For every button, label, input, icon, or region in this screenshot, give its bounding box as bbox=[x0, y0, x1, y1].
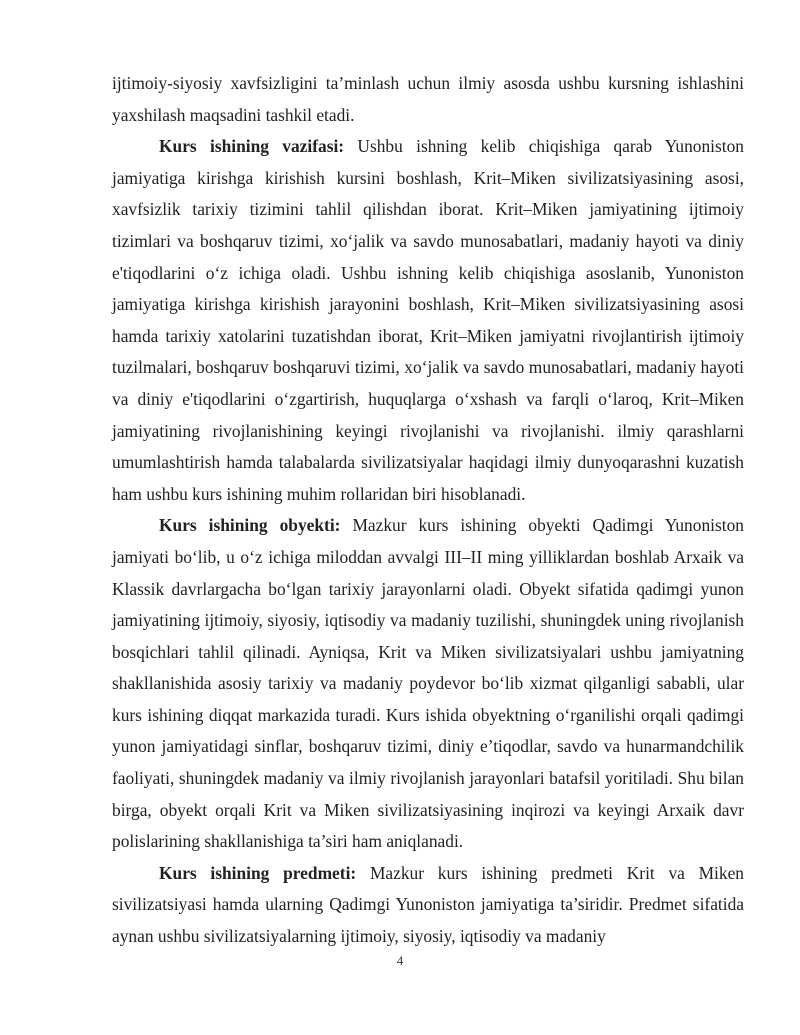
object-paragraph bbox=[112, 510, 744, 858]
tasks-text: Ushbu ishning kelib chiqishiga qarab Yunoniston jamiyatiga kirishga kirishish kursini boshlash, Krit–Miken sivilizatsiyasining asosi, xavfsizlik tarixiy tizimini tahlil qilishdan iborat. Krit–Miken jamiyatining ijtimoiy tizimlari va boshqaruv tizimi, xo‘jalik va savdo munosabatlari, madaniy hayoti va diniy e'tiqodlarini o‘z ichiga oladi. Ushbu ishning kelib chiqishiga asoslanib, Yunoniston jamiyatiga kirishga kirishish jarayonini boshlash, Krit–Miken sivilizatsiyasining asosi hamda tarixiy xatolarini tuzatishdan iborat, Krit–Miken jamiyatni rivojlantirish ijtimoiy tuzilmalari, boshqaruv boshqaruvi tizimi, xo‘jalik va savdo munosabatlari, madaniy hayoti va diniy e'tiqodlarini o‘zgartirish, huquqlarga o‘xshash va farqli o‘laroq, Krit–Miken jamiyatining rivojlanishining keyingi rivojlanishi va rivojlanishi. ilmiy qarashlarni umumlashtirish hamda talabalarda sivilizatsiyalar haqidagi ilmiy dunyoqarashni kuzatish ham ushbu kurs ishining muhim rollaridan biri hisoblanadi. bbox=[112, 136, 744, 504]
subject-paragraph bbox=[112, 858, 744, 953]
subject-text: Mazkur kurs ishining predmeti Krit va Miken sivilizatsiyasi hamda ularning Qadimgi Yunoniston jamiyatiga ta’siridir. Predmet sifatida aynan ushbu sivilizatsiyalarning ijtimoiy, siyosiy, iqtisodiy va madaniy bbox=[112, 862, 744, 947]
tasks-label: Kurs ishining vazifasi: bbox=[159, 136, 345, 157]
page-number: 4 bbox=[396, 953, 404, 968]
object-label: Kurs ishining obyekti: bbox=[159, 515, 341, 536]
object-text: Mazkur kurs ishining obyekti Qadimgi Yunoniston jamiyati bo‘lib, u o‘z ichiga miloddan avvalgi III–II ming yilliklardan boshlab Arxaik va Klassik davrlargacha bo‘lgan tarixiy jarayonlarni oladi. Obyekt sifatida qadimgi yunon jamiyatining ijtimoiy, siyosiy, iqtisodiy va madaniy tuzilishi, shuningdek uning rivojlanish bosqichlari tahlil qilinadi. Ayniqsa, Krit va Miken sivilizatsiyalari ushbu jamiyatning shakllanishida asosiy tarixiy va madaniy poydevor bo‘lib xizmat qilganligi sababli, ular kurs ishining diqqat markazida turadi. Kurs ishida obyektning o‘rganilishi orqali qadimgi yunon jamiyatidagi sinflar, boshqaruv tizimi, diniy e’tiqodlar, savdo va hunarmandchilik faoliyati, shuningdek madaniy va ilmiy rivojlanish jarayonlari batafsil yoritiladi. Shu bilan birga, obyekt orqali Krit va Miken sivilizatsiyasining inqirozi va keyingi Arxaik davr polislarining shakllanishiga ta’siri ham aniqlanadi. bbox=[112, 515, 744, 852]
intro-paragraph-text: ijtimoiy-siyosiy xavfsizligini ta’minlash uchun ilmiy asosda ushbu kursning ishlashini yaxshilash maqsadini tashkil etadi. bbox=[112, 73, 744, 125]
tasks-paragraph bbox=[112, 131, 744, 510]
intro-paragraph bbox=[112, 68, 744, 131]
document-page bbox=[112, 68, 744, 953]
subject-label: Kurs ishining predmeti: bbox=[159, 862, 357, 883]
